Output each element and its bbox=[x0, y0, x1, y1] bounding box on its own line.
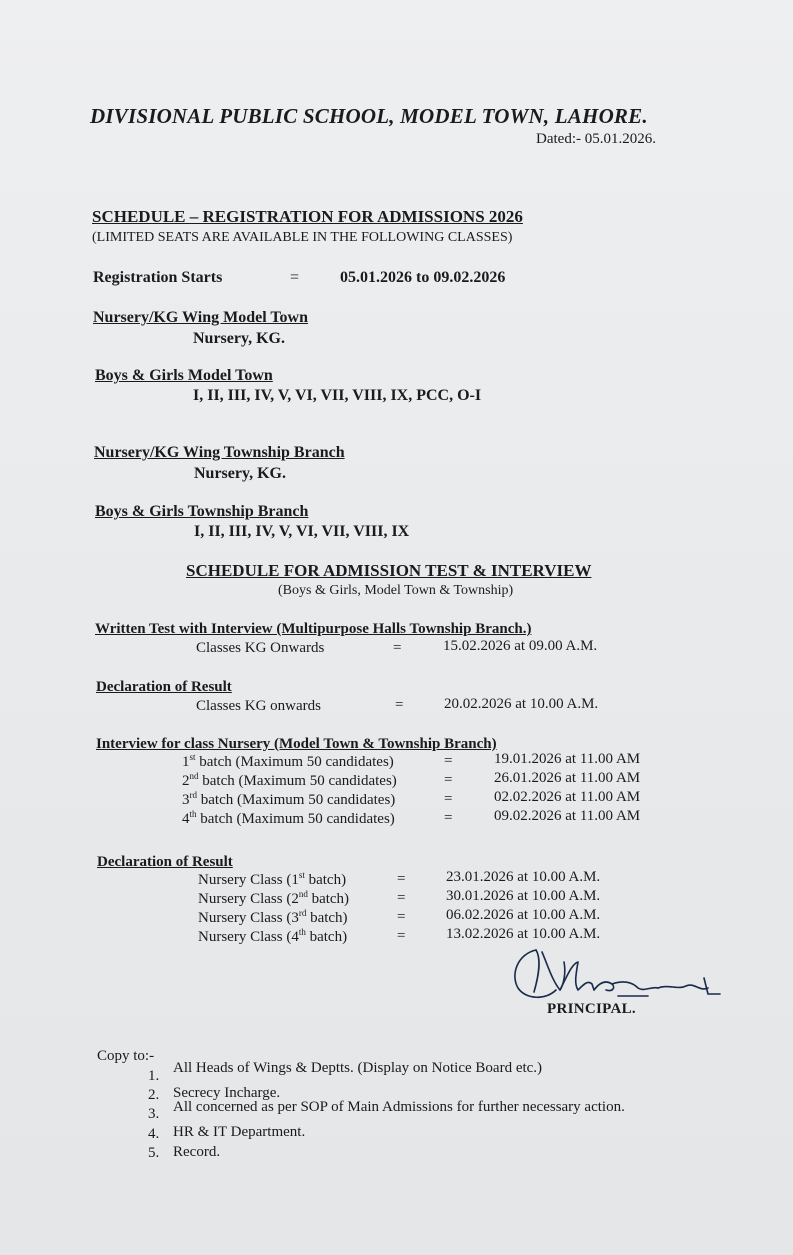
section-classes: Nursery, KG. bbox=[193, 330, 285, 347]
batch-label: 1st batch (Maximum 50 candidates) bbox=[182, 752, 394, 770]
batch-date: 02.02.2026 at 11.00 AM bbox=[494, 789, 641, 805]
section-classes: I, II, III, IV, V, VI, VII, VIII, IX, PCC, O-I bbox=[193, 387, 482, 404]
nursery-result-heading: Declaration of Result bbox=[97, 854, 233, 870]
school-name: DIVISIONAL PUBLIC SCHOOL, MODEL TOWN, LAHORE. bbox=[90, 104, 648, 128]
nursery-result-label: Nursery Class (2nd batch) bbox=[198, 889, 350, 907]
section-heading: Boys & Girls Model Town bbox=[95, 367, 273, 384]
equals-sign: = bbox=[444, 772, 453, 788]
nursery-result-label: Nursery Class (3rd batch) bbox=[198, 908, 348, 926]
nursery-interview-heading: Interview for class Nursery (Model Town & Township Branch) bbox=[96, 736, 497, 752]
nursery-result-label: Nursery Class (4th batch) bbox=[198, 927, 348, 945]
principal-signature bbox=[508, 944, 730, 1004]
equals-sign: = bbox=[444, 791, 453, 807]
equals-sign: = bbox=[444, 810, 453, 826]
section-heading: Nursery/KG Wing Township Branch bbox=[94, 444, 345, 461]
equals-sign: = bbox=[397, 890, 406, 906]
test-schedule-title: SCHEDULE FOR ADMISSION TEST & INTERVIEW bbox=[186, 561, 592, 580]
equals-sign: = bbox=[444, 753, 453, 769]
copy-item-text: All concerned as per SOP of Main Admissions for further necessary action. bbox=[173, 1099, 625, 1115]
nursery-result-date: 13.02.2026 at 10.00 A.M. bbox=[446, 926, 601, 942]
batch-label: 3rd batch (Maximum 50 candidates) bbox=[182, 790, 396, 808]
equals-sign: = bbox=[393, 640, 402, 656]
copy-item-number: 4. bbox=[148, 1126, 160, 1142]
copy-item-number: 2. bbox=[148, 1087, 160, 1103]
copy-item-text: Record. bbox=[173, 1144, 221, 1160]
batch-label: 4th batch (Maximum 50 candidates) bbox=[182, 809, 395, 827]
equals-sign: = bbox=[397, 928, 406, 944]
registration-title: SCHEDULE – REGISTRATION FOR ADMISSIONS 2026 bbox=[92, 207, 523, 226]
result-date: 20.02.2026 at 10.00 A.M. bbox=[444, 696, 599, 712]
result-heading: Declaration of Result bbox=[96, 679, 232, 695]
written-test-date: 15.02.2026 at 09.00 A.M. bbox=[443, 638, 598, 654]
registration-starts-label: Registration Starts bbox=[93, 269, 223, 286]
principal-title: PRINCIPAL. bbox=[547, 1001, 636, 1017]
test-schedule-subtitle: (Boys & Girls, Model Town & Township) bbox=[278, 583, 514, 598]
copy-item-number: 5. bbox=[148, 1145, 160, 1161]
written-test-heading: Written Test with Interview (Multipurpose Halls Township Branch.) bbox=[95, 621, 532, 637]
section-classes: Nursery, KG. bbox=[194, 465, 286, 482]
batch-date: 19.01.2026 at 11.00 AM bbox=[494, 751, 641, 767]
copy-item-text: Secrecy Incharge. bbox=[173, 1085, 281, 1101]
equals-sign: = bbox=[397, 871, 406, 887]
equals-sign: = bbox=[290, 269, 300, 286]
registration-starts-value: 05.01.2026 to 09.02.2026 bbox=[340, 269, 506, 286]
batch-date: 09.02.2026 at 11.00 AM bbox=[494, 808, 641, 824]
nursery-result-date: 06.02.2026 at 10.00 A.M. bbox=[446, 907, 601, 923]
notice-date: Dated:- 05.01.2026. bbox=[536, 131, 656, 147]
written-test-label: Classes KG Onwards bbox=[196, 640, 325, 656]
registration-subtitle: (LIMITED SEATS ARE AVAILABLE IN THE FOLLOWING CLASSES) bbox=[92, 230, 513, 245]
batch-date: 26.01.2026 at 11.00 AM bbox=[494, 770, 641, 786]
section-heading: Nursery/KG Wing Model Town bbox=[93, 309, 308, 326]
equals-sign: = bbox=[397, 909, 406, 925]
nursery-result-date: 23.01.2026 at 10.00 A.M. bbox=[446, 869, 601, 885]
batch-label: 2nd batch (Maximum 50 candidates) bbox=[182, 771, 397, 789]
copy-item-text: All Heads of Wings & Deptts. (Display on Notice Board etc.) bbox=[173, 1060, 543, 1076]
result-label: Classes KG onwards bbox=[196, 698, 321, 714]
copy-item-number: 3. bbox=[148, 1106, 160, 1122]
section-heading: Boys & Girls Township Branch bbox=[95, 503, 309, 520]
nursery-result-date: 30.01.2026 at 10.00 A.M. bbox=[446, 888, 601, 904]
section-classes: I, II, III, IV, V, VI, VII, VIII, IX bbox=[194, 523, 410, 540]
copy-to-label: Copy to:- bbox=[97, 1048, 155, 1064]
nursery-result-label: Nursery Class (1st batch) bbox=[198, 870, 347, 888]
copy-item-number: 1. bbox=[148, 1068, 160, 1084]
copy-item-text: HR & IT Department. bbox=[173, 1124, 306, 1140]
equals-sign: = bbox=[395, 697, 404, 713]
